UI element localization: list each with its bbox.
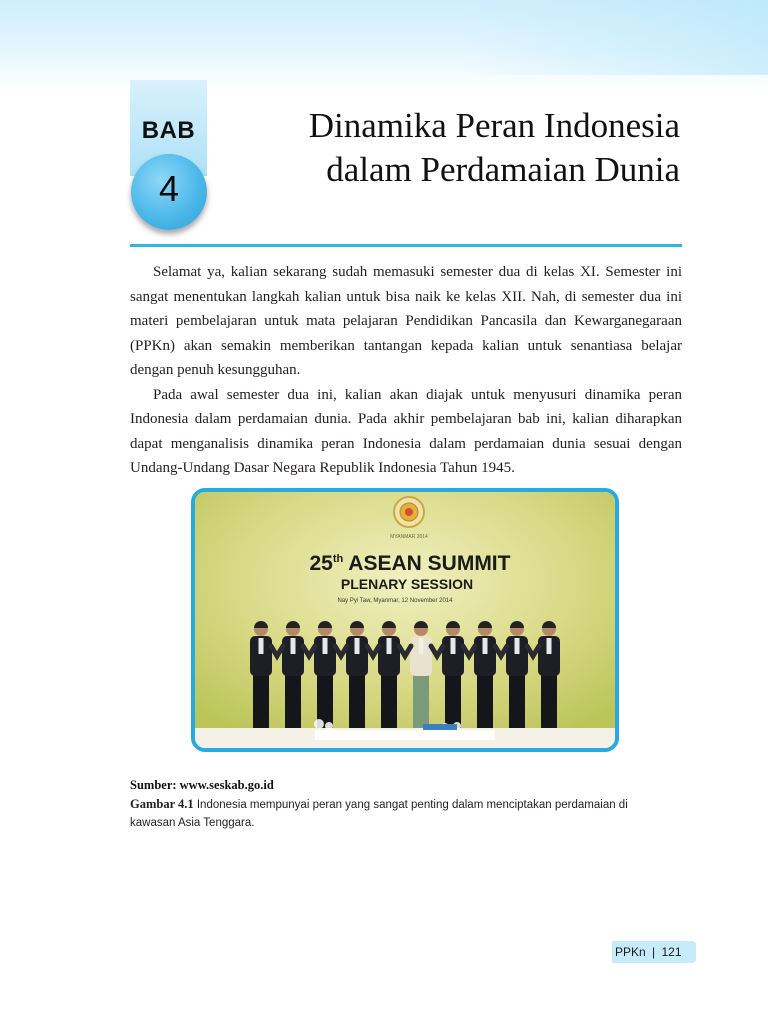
asean-emblem-icon xyxy=(394,497,424,527)
leader-figure xyxy=(346,621,368,728)
leader-figure xyxy=(314,621,336,728)
intro-text xyxy=(130,260,682,481)
leader-figure xyxy=(282,621,304,728)
leader-figure xyxy=(538,621,560,728)
leader-figure xyxy=(250,621,272,728)
page-number: 121 xyxy=(661,945,682,959)
title-divider xyxy=(130,244,682,247)
intro-paragraph-2: Pada awal semester dua ini, kalian akan diajak untuk menyusuri dinamika peran Indonesia dalam perdamaian dunia. Pada akhir pembelajaran bab ini, kalian diharapkan dapat menganalisis dinamika peran Indonesia dalam perdamaian dunia sesuai dengan Undang-Undang Dasar Negara Republik Indonesia Tahun 1945. xyxy=(130,386,682,476)
leader-figure xyxy=(410,621,432,728)
leader-figure xyxy=(442,621,464,728)
event-small-label: MYANMAR 2014 xyxy=(390,534,428,540)
plenary-heading: PLENARY SESSION xyxy=(340,576,474,592)
figure-label: Gambar 4.1 xyxy=(130,797,194,811)
leader-figure xyxy=(474,621,496,728)
summit-heading: 25th ASEAN SUMMIT xyxy=(309,552,511,575)
chapter-title-line-2: dalam Perdamaian Dunia xyxy=(326,150,680,189)
intro-paragraph-1: Selamat ya, kalian sekarang sudah memasuki semester dua di kelas XI. Semester ini sangat menentukan langkah kalian untuk bisa naik ke kelas XII. Nah, di semester dua ini materi pembelajaran untuk mata pelajaran Pendidikan Pancasila dan Kewarganegaraan (PPKn) akan semakin memberikan tantangan kepada kalian untuk senantiasa belajar dengan penuh kesungguhan. xyxy=(130,264,682,378)
leader-figure xyxy=(506,621,528,728)
header-band xyxy=(0,0,768,90)
asean-summit-photo xyxy=(191,488,619,752)
chapter-number: 4 xyxy=(158,168,180,209)
figure-text: Indonesia mempunyai peran yang sangat penting dalam menciptakan perdamaian di kawasan Asia Tenggara. xyxy=(130,799,628,829)
page-number-tab xyxy=(612,941,696,963)
chapter-title xyxy=(220,104,680,192)
chapter-title-line-1: Dinamika Peran Indonesia xyxy=(308,106,680,145)
page-separator: | xyxy=(652,945,656,959)
chapter-label: BAB xyxy=(141,117,196,144)
figure-source: Sumber: www.seskab.go.id xyxy=(130,778,274,792)
leader-figure xyxy=(378,621,400,728)
figure-caption xyxy=(130,795,670,832)
place-date-label: Nay Pyi Taw, Myanmar, 12 November 2014 xyxy=(337,598,453,604)
photo-illustration xyxy=(195,492,615,748)
book-label: PPKn xyxy=(615,945,646,959)
